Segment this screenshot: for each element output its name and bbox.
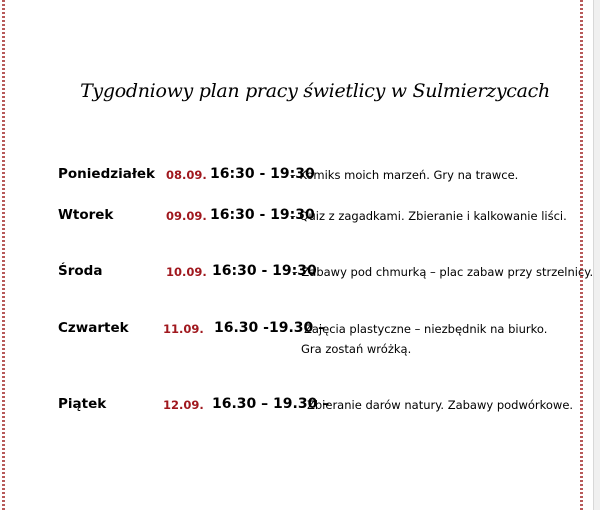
date-label: 11.09.: [163, 322, 204, 336]
activity-description: Zbieranie darów natury. Zabawy podwórkowe.: [307, 398, 574, 412]
date-label: 10.09.: [166, 265, 207, 279]
day-label: Środa: [58, 263, 103, 279]
activity-description: – Quiz z zagadkami. Zbieranie i kalkowanie liści.: [290, 209, 567, 223]
time-range: 16:30 - 19:30: [210, 207, 315, 223]
schedule-row-thursday: [0, 320, 600, 340]
time-range: 16.30 -19.30 –: [214, 320, 326, 336]
page-title: Tygodniowy plan pracy świetlicy w Sulmierzycach: [80, 80, 550, 102]
activity-description-continued: Gra zostań wróżką.: [301, 342, 412, 356]
activity-description: Zajęcia plastyczne – niezbędnik na biurko.: [304, 322, 548, 336]
date-label: 08.09.: [166, 168, 207, 182]
time-range: 16.30 – 19.30 –: [212, 396, 330, 412]
date-label: 09.09.: [166, 209, 207, 223]
time-range: 16:30 - 19:30: [212, 263, 317, 279]
schedule-row-wednesday: [0, 263, 600, 283]
day-label: Czwartek: [58, 320, 129, 336]
page-border-left: [2, 0, 5, 510]
schedule-row-monday: [0, 166, 600, 186]
time-range: 16:30 - 19:30: [210, 166, 315, 182]
day-label: Wtorek: [58, 207, 114, 223]
activity-description: – Komiks moich marzeń. Gry na trawce.: [290, 168, 519, 182]
schedule-row-friday: [0, 396, 600, 416]
day-label: Poniedziałek: [58, 166, 155, 182]
activity-description: – Zabawy pod chmurką – plac zabaw przy strzelnicy.: [292, 265, 594, 279]
schedule-row-tuesday: [0, 207, 600, 227]
date-label: 12.09.: [163, 398, 204, 412]
page-border-right: [580, 0, 583, 510]
scrollbar[interactable]: [593, 0, 600, 510]
day-label: Piątek: [58, 396, 107, 412]
